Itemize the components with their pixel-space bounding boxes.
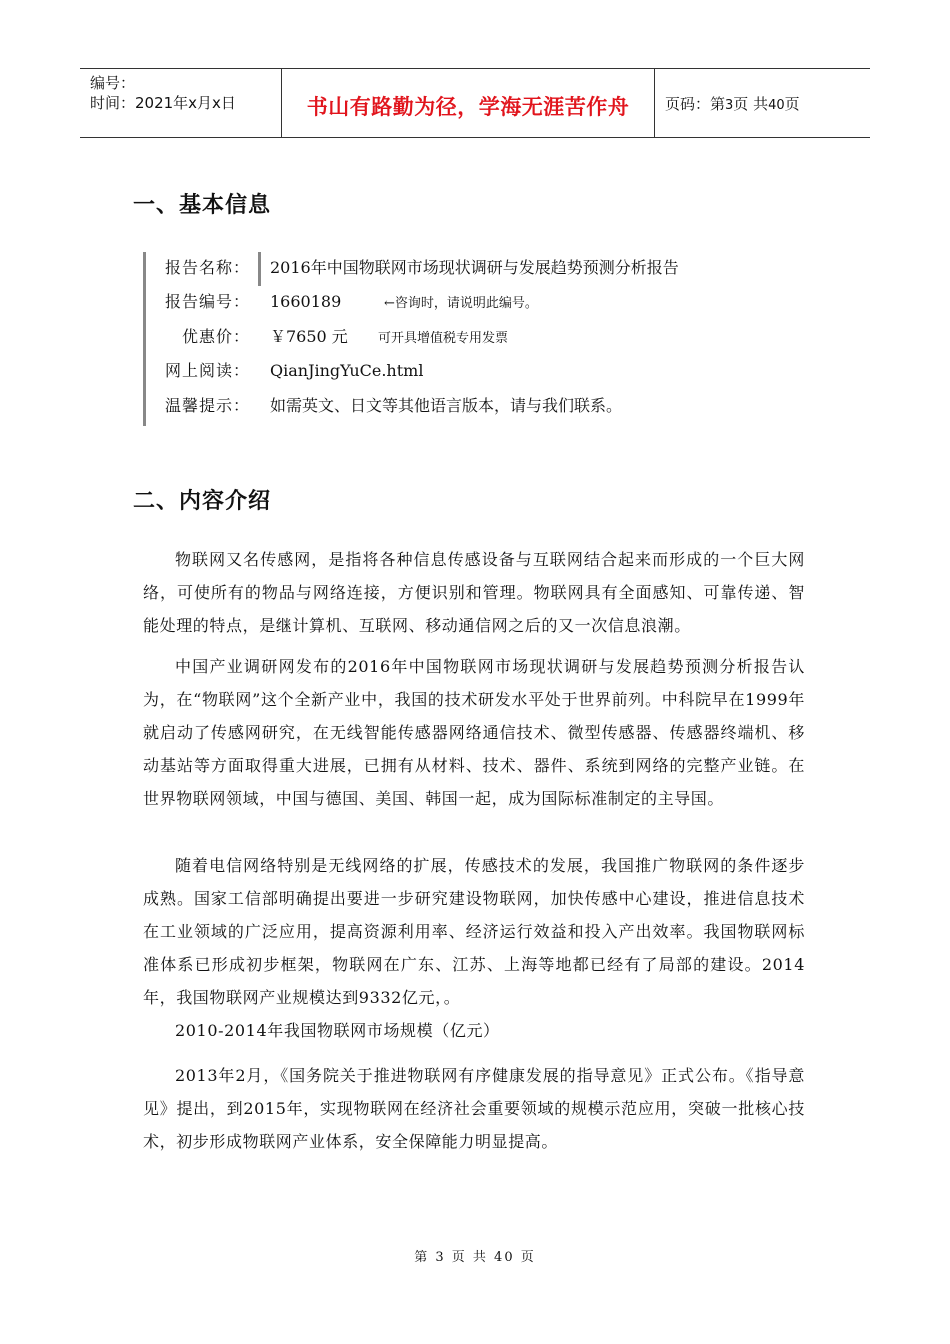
page-total: 40 [768, 98, 785, 113]
info-block-bar [143, 252, 146, 426]
info-row-online-reading [165, 361, 423, 381]
info-label: 优惠价： [182, 327, 251, 346]
info-value-report-number: 1660189 [270, 292, 342, 311]
document-date: 时间：2021年x月x日 [90, 94, 236, 112]
paragraph: 随着电信网络特别是无线网络的扩展，传感技术的发展，我国推广物联网的条件逐步成熟。国家工信部明确提出要进一步研究建设物联网，加快传感中心建设，推进信息技术在工业领域的广泛应用，提高资源利用率、经济运行效益和投入产出效率。我国物联网标准体系已形成初步框架，物联网在广东、江苏、上海等地都已经有了局部的建设。2014年，我国物联网产业规模达到9332亿元，。 [143, 856, 805, 1007]
info-note-price: 可开具增值税专用发票 [378, 331, 509, 346]
info-label: 网上阅读： [165, 361, 251, 380]
info-row-tip [165, 396, 622, 416]
header-motto: 书山有路勤为径，学海无涯苦作舟 [306, 95, 630, 119]
header-page-info [665, 93, 800, 114]
online-reading-link[interactable]: QianJingYuCe.html [270, 361, 424, 380]
info-label: 报告编号： [165, 292, 251, 311]
info-value-tip: 如需英文、日文等其他语言版本，请与我们联系。 [270, 396, 623, 415]
info-label: 温馨提示： [165, 396, 251, 415]
section-title-content-intro: 二、内容介绍 [133, 489, 272, 514]
section-title-basic-info: 一、基本信息 [133, 193, 272, 218]
info-value-report-name: 2016年中国物联网市场现状调研与发展趋势预测分析报告 [270, 258, 679, 277]
page-footer: 第 3 页 共 40 页 [414, 1250, 536, 1265]
info-note-report-number: ←咨询时，请说明此编号。 [384, 296, 538, 311]
page-middle: 页 共 [733, 95, 769, 113]
figure-caption: 2010-2014年我国物联网市场规模（亿元） [175, 1021, 500, 1040]
info-label: 报告名称： [165, 258, 251, 277]
header-meta [90, 73, 236, 113]
document-number-label: 编号： [90, 74, 136, 92]
paragraph: 物联网又名传感网，是指将各种信息传感设备与互联网结合起来而形成的一个巨大网络，可使所有的物品与网络连接，方便识别和管理。物联网具有全面感知、可靠传递、智能处理的特点，是继计算机、互联网、移动通信网之后的又一次信息浪潮。 [143, 550, 805, 635]
paragraph: 2013年2月，《国务院关于推进物联网有序健康发展的指导意见》正式公布。《指导意见》提出，到2015年，实现物联网在经济社会重要领域的规模示范应用，突破一批核心技术，初步形成物联网产业体系，安全保障能力明显提高。 [143, 1066, 805, 1151]
info-row-report-number [165, 292, 538, 314]
page-header [80, 68, 870, 138]
info-row-report-name [165, 258, 679, 278]
page-prefix: 页码：第 [665, 95, 726, 113]
info-row-price [165, 327, 508, 349]
page-current: 3 [725, 98, 734, 113]
page-suffix: 页 [784, 95, 800, 113]
header-divider [654, 69, 655, 137]
info-value-price: ￥7650 元 [270, 327, 348, 346]
paragraph: 中国产业调研网发布的2016年中国物联网市场现状调研与发展趋势预测分析报告认为，在“物联网”这个全新产业中，我国的技术研发水平处于世界前列。中科院早在1999年就启动了传感网研究，在无线智能传感器网络通信技术、微型传感器、传感器终端机、移动基站等方面取得重大进展，已拥有从材料、技术、器件、系统到网络的完整产业链。在世界物联网领域，中国与德国、美国、韩国一起，成为国际标准制定的主导国。 [143, 657, 805, 808]
